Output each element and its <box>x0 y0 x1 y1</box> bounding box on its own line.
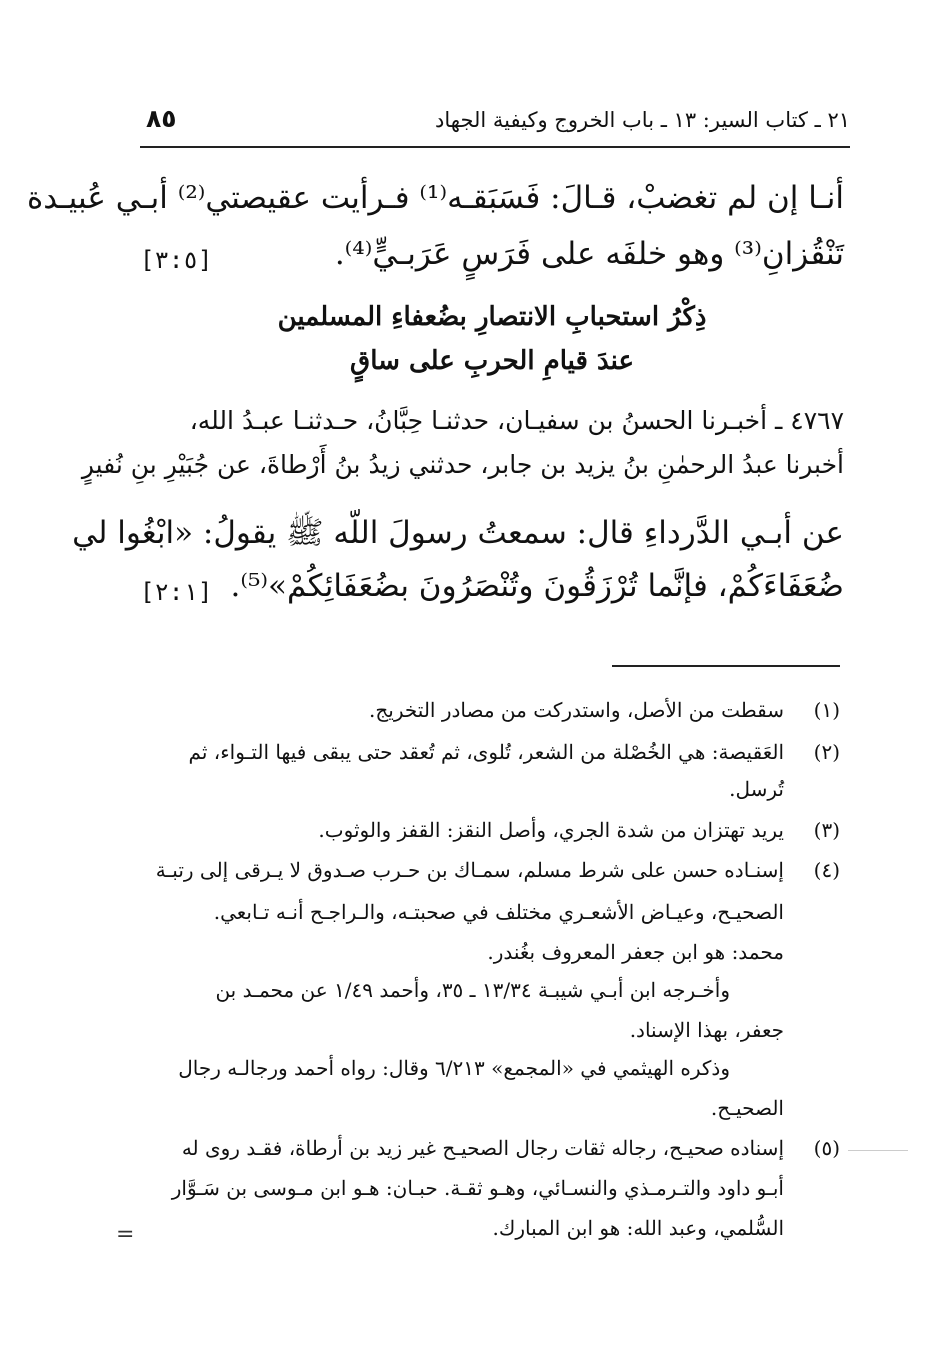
footnote-text: تُرسل. <box>729 777 784 801</box>
footnote-text: وذكره الهيثمي في «المجمع» ٦/٢١٣ وقال: رواه أحمد ورجالـه رجال <box>178 1056 730 1080</box>
footnote-text: العَقيصة: هي الخُصْلة من الشعر، تُلوى، ثم تُعقد حتى يبقى فيها التـواء، ثم <box>188 740 784 764</box>
footnote-text: الصحيـح، وعيـاض الأشعـري مختلف في صحبتـه، والـراجـح أنـه تـابعي. <box>213 900 784 924</box>
footnote-text: وأخـرجه ابن أبـي شيبـة ١٣/٣٤ ـ ٣٥، وأحمد ١/٤٩ عن محمـد بن <box>215 978 730 1002</box>
footnote-text: جعفر، بهذا الإسناد. <box>629 1018 784 1042</box>
footnote-number: (٢) <box>813 740 840 764</box>
footnote-divider <box>612 665 840 667</box>
footnote-text: الصحيـح. <box>710 1096 784 1120</box>
running-header <box>140 100 850 144</box>
text-line: تَنْقُزانِ⁽³⁾ وهو خلفَه على فَرَسٍ عَرَبـيٍّ⁽⁴⁾. <box>334 236 844 272</box>
section-heading: ذِكْرُ استحبابِ الانتصارِ بضُعفاءِ المسلمين <box>277 302 707 332</box>
header-divider <box>140 146 850 148</box>
footnote-text: سقطت من الأصل، واستدركت من مصادر التخريج. <box>369 698 784 722</box>
footnote-text: أبـو داود والتـرمـذي والنسـائي، وهـو ثقـة. حبـان: هـو ابن مـوسى بن سَـوَّار <box>171 1176 784 1200</box>
footnote-text: السُّلمي، وعبد الله: هو ابن المبارك. <box>492 1216 784 1240</box>
hadith-reference: [٢:١] <box>140 578 213 606</box>
footnote-text: محمد: هو ابن جعفر المعروف بغُندر. <box>487 940 784 964</box>
footnote-text: إسنـاده حسن على شرط مسلم، سمـاك بن حـرب صـدوق لا يـرقى إلى رتبـة <box>155 858 784 882</box>
text-line: أنـا إن لم تغضبْ، قـالَ: فَسَبَقـه⁽¹⁾ فـرأيت عقيصتي⁽²⁾ أبـي عُبيـدة <box>27 180 844 216</box>
footnote-number: (٣) <box>813 818 840 842</box>
footnote-text: إسناده صحيـح، رجاله ثقات رجال الصحيـح غير زيد بن أرطاة، فقـد روى له <box>181 1136 784 1160</box>
scan-artifact <box>848 1150 908 1151</box>
section-subheading: عندَ قيامِ الحربِ على ساقٍ <box>350 346 634 376</box>
footnote-number: (٥) <box>813 1136 840 1160</box>
hadith-line: أخبرنا عبدُ الرحمٰنِ بنُ يزيد بن جابر، حدثني زيدُ بنُ أَرْطاةَ، عن جُبَيْرِ بنِ نُفيرٍ <box>81 450 844 479</box>
continuation-mark: = <box>116 1222 135 1247</box>
hadith-line: عن أبـي الدَّرداءِ قال: سمعتُ رسولَ اللّه ﷺ يقولُ: «ابْغُوا لي <box>72 515 844 551</box>
page-number: ٨٥ <box>146 104 177 133</box>
hadith-line: ضُعَفَاءَكُمْ، فإنَّما تُرْزَقُونَ وتُنْصَرُونَ بضُعَفَائِكُمْ»⁽⁵⁾. <box>230 568 844 604</box>
footnote-number: (٤) <box>813 858 840 882</box>
footnote-text: يريد تهتزان من شدة الجري، وأصل النقز: القفز والوثوب. <box>318 818 784 842</box>
hadith-line: ٤٧٦٧ ـ أخبـرنا الحسنُ بن سفيـان، حدثنـا حِبَّانُ، حـدثنـا عبـدُ الله، <box>189 406 844 435</box>
footnote-number: (١) <box>813 698 840 722</box>
chapter-title: ٢١ ـ كتاب السير: ١٣ ـ باب الخروج وكيفية الجهاد <box>435 108 850 132</box>
hadith-reference: [٣:٥] <box>140 246 213 274</box>
